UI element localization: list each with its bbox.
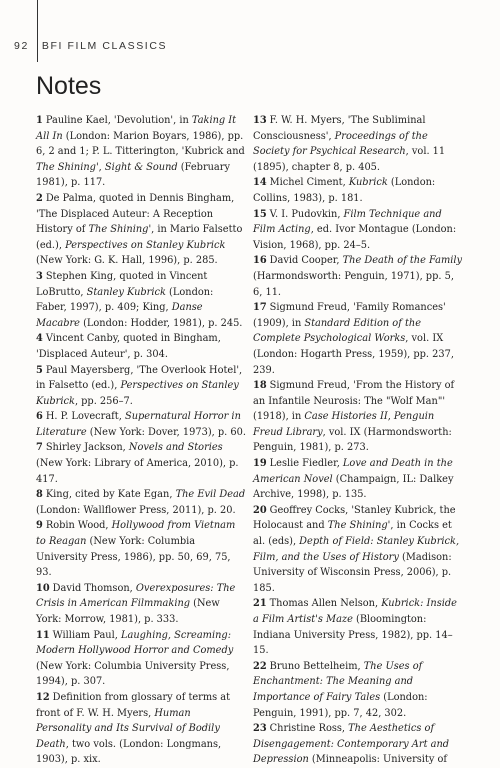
- note-text: Robin Wood, Hollywood from Vietnam to Reagan (New York: Columbia University Press, 1986), pp. 50, 69, 75, 93.: [36, 520, 236, 579]
- note-15: [253, 207, 465, 254]
- note-4: [36, 331, 246, 362]
- note-22: [253, 659, 465, 721]
- note-text: Paul Mayersberg, 'The Overlook Hotel', in Falsetto (ed.), Perspectives on Stanley Kubrick, pp. 256–7.: [36, 364, 243, 407]
- note-1: [36, 113, 246, 191]
- note-text: David Cooper, The Death of the Family (Harmondsworth: Penguin, 1971), pp. 5, 6, 11.: [253, 255, 463, 298]
- note-text: Geoffrey Cocks, 'Stanley Kubrick, the Holocaust and The Shining', in Cocks et al. (eds), Depth of Field: Stanley Kubrick, Film, and the Uses of History (Madison: University of Wisconsin Press, 2006), p. 185.: [253, 504, 460, 594]
- note-text: V. I. Pudovkin, Film Technique and Film Acting, ed. Ivor Montague (London: Vision, 1968), pp. 24–5.: [253, 208, 457, 251]
- note-text: Shirley Jackson, Novels and Stories (New York: Library of America, 2010), p. 417.: [36, 442, 239, 485]
- header-rule: [37, 0, 38, 62]
- note-number: 4: [36, 333, 43, 345]
- note-text: De Palma, quoted in Dennis Bingham, 'The Displaced Auteur: A Reception History of The Shining', in Mario Falsetto (ed.), Perspectives on Stanley Kubrick (New York: G. K. Hall, 1996), p. 285.: [36, 192, 243, 267]
- note-number: 23: [253, 723, 267, 735]
- note-10: [36, 581, 246, 628]
- note-text: F. W. H. Myers, 'The Subliminal Consciousness', Proceedings of the Society for Psychical Research, vol. 11 (1895), chapter 8, p. 405.: [253, 115, 446, 173]
- note-number: 18: [253, 380, 267, 392]
- notes-column-left: [36, 113, 246, 768]
- note-number: 8: [36, 489, 43, 501]
- note-text: Leslie Fiedler, Love and Death in the American Novel (Champaign, IL: Dalkey Archive, 1998), p. 135.: [253, 458, 454, 501]
- note-number: 3: [36, 270, 43, 282]
- note-number: 13: [253, 115, 267, 126]
- note-14: [253, 175, 465, 206]
- note-number: 16: [253, 255, 267, 267]
- page-number: 92: [14, 40, 29, 52]
- note-text: Michel Ciment, Kubrick (London: Collins, 1983), p. 181.: [253, 177, 436, 204]
- note-18: [253, 378, 465, 456]
- note-2: [36, 191, 246, 269]
- note-text: Sigmund Freud, 'From the History of an Infantile Neurosis: The "Wolf Man"' (1918), in Case Histories II, Penguin Freud Library, vol. IX (Harmondsworth: Penguin, 1981), p. 273.: [253, 380, 455, 454]
- note-number: 7: [36, 442, 43, 454]
- note-text: King, cited by Kate Egan, The Evil Dead (London: Wallflower Press, 2011), p. 20.: [36, 489, 246, 516]
- note-16: [253, 253, 465, 300]
- series-title: BFI FILM CLASSICS: [41, 40, 168, 52]
- note-11: [36, 628, 246, 690]
- note-text: Sigmund Freud, 'Family Romances' (1909), in Standard Edition of the Complete Psychological Works, vol. IX (London: Hogarth Press, 1959), pp. 237, 239.: [253, 302, 454, 376]
- note-8: [36, 487, 246, 518]
- note-number: 15: [253, 208, 267, 220]
- running-head: [14, 39, 167, 52]
- note-3: [36, 269, 246, 331]
- note-number: 2: [36, 192, 43, 204]
- note-5: [36, 363, 246, 410]
- note-text: Thomas Allen Nelson, Kubrick: Inside a Film Artist's Maze (Bloomington: Indiana University Press, 1982), pp. 14–15.: [253, 598, 457, 657]
- note-17: [253, 300, 465, 378]
- page-title: Notes: [36, 72, 102, 100]
- note-number: 14: [253, 177, 267, 189]
- note-9: [36, 518, 246, 580]
- note-7: [36, 440, 246, 487]
- note-number: 10: [36, 582, 50, 594]
- note-text: William Paul, Laughing, Screaming: Modern Hollywood Horror and Comedy (New York: Columbia University Press, 1994), p. 307.: [36, 629, 234, 688]
- notes-column-right: [253, 113, 465, 768]
- header-separator: [37, 39, 38, 51]
- note-text: Vincent Canby, quoted in Bingham, 'Displaced Auteur', p. 304.: [36, 333, 221, 360]
- note-number: 20: [253, 504, 267, 516]
- note-number: 17: [253, 302, 267, 314]
- note-number: 11: [36, 629, 50, 641]
- note-number: 21: [253, 598, 267, 610]
- note-text: Definition from glossary of terms at front of F. W. H. Myers, Human Personality and Its Survival of Bodily Death, two vols. (London: Longmans, 1903), p. xix.: [36, 691, 231, 766]
- note-text: Stephen King, quoted in Vincent LoBrutto, Stanley Kubrick (London: Faber, 1997), p. 409; King, Danse Macabre (London: Hodder, 1981), p. 245.: [36, 270, 243, 329]
- note-13: [253, 113, 465, 175]
- note-6: [36, 409, 246, 440]
- note-text: Bruno Bettelheim, The Uses of Enchantment: The Meaning and Importance of Fairy Tales (London: Penguin, 1991), pp. 7, 42, 302.: [253, 660, 428, 719]
- note-number: 9: [36, 520, 43, 532]
- note-number: 6: [36, 411, 43, 423]
- note-23: [253, 721, 465, 768]
- note-number: 22: [253, 660, 267, 672]
- note-12: [36, 690, 246, 768]
- note-number: 12: [36, 691, 50, 703]
- note-text: Christine Ross, The Aesthetics of Disengagement: Contemporary Art and Depression (Minneapolis: University of: [253, 723, 450, 766]
- note-19: [253, 456, 465, 503]
- note-text: Pauline Kael, 'Devolution', in Taking It All In (London: Marion Boyars, 1986), pp. 6, 2 and 1; P. L. Titterington, 'Kubrick and The Shining', Sight & Sound (February 1981), p. 117.: [36, 115, 245, 189]
- note-20: [253, 503, 465, 597]
- note-21: [253, 596, 465, 658]
- note-number: 19: [253, 458, 267, 470]
- note-number: 5: [36, 364, 43, 376]
- note-number: 1: [36, 115, 43, 126]
- note-text: David Thomson, Overexposures: The Crisis in American Filmmaking (New York: Morrow, 1981), p. 333.: [36, 582, 236, 625]
- note-text: H. P. Lovecraft, Supernatural Horror in Literature (New York: Dover, 1973), p. 60.: [36, 411, 246, 438]
